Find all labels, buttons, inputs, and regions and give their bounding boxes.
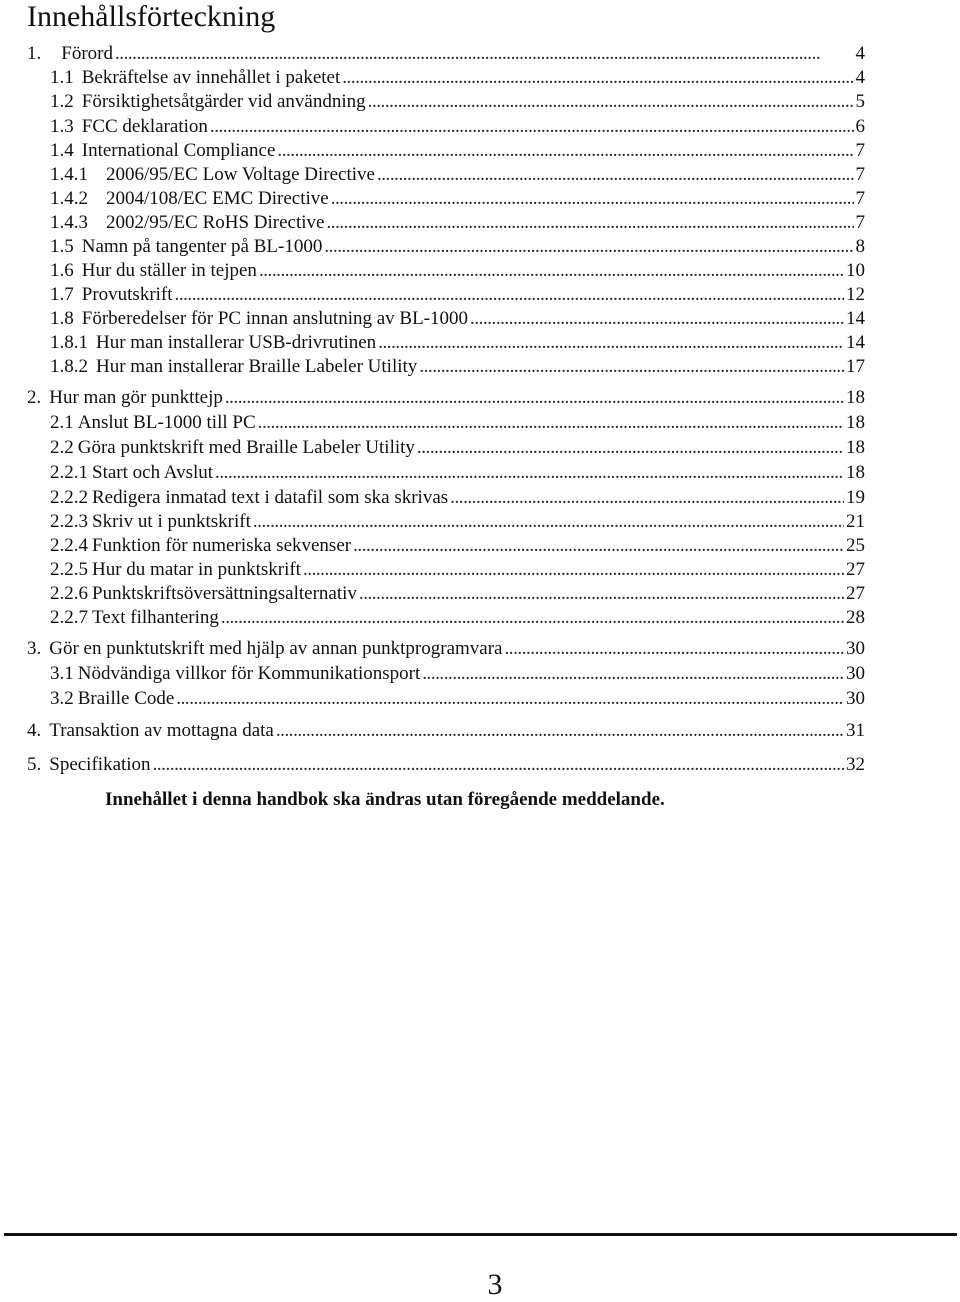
toc-entry-label: Text filhantering xyxy=(92,607,219,628)
dot-leader xyxy=(175,283,844,307)
dot-leader xyxy=(450,486,844,510)
dot-leader xyxy=(505,637,845,661)
dot-leader xyxy=(210,115,854,139)
toc-entry-number: 4. xyxy=(27,720,42,741)
toc-entry-number: 1. xyxy=(27,43,42,64)
toc-entry-number: 2.2 xyxy=(50,437,74,458)
toc-entry-label: International Compliance xyxy=(81,140,276,161)
toc-entry[interactable] xyxy=(50,662,865,686)
toc-entry-number: 2.2.2 xyxy=(50,487,88,508)
toc-entry-page: 10 xyxy=(846,260,865,281)
toc-entry-number: 1.4.1 xyxy=(50,164,88,185)
toc-entry[interactable] xyxy=(50,510,865,534)
toc-entry-label: Försiktighetsåtgärder vid användning xyxy=(81,91,366,112)
toc-entry-label: Specifikation xyxy=(49,754,151,775)
toc-entry-label: 2002/95/EC RoHS Directive xyxy=(106,212,325,233)
dot-leader xyxy=(368,90,854,114)
toc-entry-label: Redigera inmatad text i datafil som ska skrivas xyxy=(92,487,449,508)
toc-entry-number: 1.8.1 xyxy=(50,332,88,353)
dot-leader xyxy=(221,606,844,630)
page-number: 3 xyxy=(487,1268,503,1301)
toc-entry-page: 25 xyxy=(846,535,865,556)
toc-entry-label: Namn på tangenter på BL-1000 xyxy=(81,236,323,257)
toc-entry-page: 30 xyxy=(846,663,865,684)
toc-entry-page: 28 xyxy=(846,607,865,628)
toc-entry-number: 2.2.1 xyxy=(50,462,88,483)
toc-entry-page: 27 xyxy=(846,559,865,580)
toc-entry-number: 1.4.2 xyxy=(50,188,88,209)
toc-entry-page: 21 xyxy=(846,511,865,532)
toc-entry[interactable] xyxy=(50,187,865,211)
toc-entry-page: 30 xyxy=(846,638,865,659)
toc-entry-page: 6 xyxy=(855,116,865,137)
toc-entry-number: 1.7 xyxy=(50,284,74,305)
toc-entry-page: 18 xyxy=(846,387,865,408)
toc-entry-label: FCC deklaration xyxy=(81,116,208,137)
toc-entry-number: 5. xyxy=(27,754,42,775)
dot-leader xyxy=(215,461,844,485)
toc-entry-number: 2.1 xyxy=(50,412,74,433)
toc-entry-number: 1.3 xyxy=(50,116,74,137)
toc-entry-page: 7 xyxy=(855,140,865,161)
dot-leader xyxy=(115,42,854,66)
toc-entry-number: 2. xyxy=(27,387,42,408)
toc-entry-number: 1.5 xyxy=(50,236,74,257)
toc-entry-label: Transaktion av mottagna data xyxy=(49,720,274,741)
toc-entry[interactable] xyxy=(50,139,865,163)
toc-entry-number: 3.1 xyxy=(50,663,74,684)
toc-entry[interactable] xyxy=(50,307,865,331)
dot-leader xyxy=(253,510,844,534)
dot-leader xyxy=(225,386,844,410)
toc-entry[interactable] xyxy=(50,115,865,139)
toc-entry-label: Hur du matar in punktskrift xyxy=(92,559,301,580)
toc-entry-page: 8 xyxy=(855,236,865,257)
dot-leader xyxy=(353,534,844,558)
toc-entry[interactable] xyxy=(27,386,865,410)
toc-entry-label: Skriv ut i punktskrift xyxy=(92,511,251,532)
toc-entry[interactable] xyxy=(50,331,865,355)
toc-entry[interactable] xyxy=(27,637,865,661)
footer-divider xyxy=(4,1233,957,1236)
toc-entry-page: 14 xyxy=(846,332,865,353)
toc-entry-label: Hur man gör punkttejp xyxy=(49,387,223,408)
toc-entry[interactable] xyxy=(50,66,865,90)
dot-leader xyxy=(277,139,853,163)
toc-entry-number: 1.4 xyxy=(50,140,74,161)
toc-entry-number: 2.2.4 xyxy=(50,535,88,556)
toc-entry-label: Förord xyxy=(61,43,113,64)
toc-entry-number: 3. xyxy=(27,638,42,659)
toc-entry-page: 17 xyxy=(846,356,865,377)
toc-entry-label: Bekräftelse av innehållet i paketet xyxy=(81,67,341,88)
toc-entry-page: 4 xyxy=(855,67,865,88)
toc-entry-number: 1.1 xyxy=(50,67,74,88)
dot-leader xyxy=(419,355,844,379)
toc-entry[interactable] xyxy=(50,558,865,582)
toc-entry-label: Nödvändiga villkor för Kommunikationsport xyxy=(77,663,421,684)
toc-entry-label: 2004/108/EC EMC Directive xyxy=(106,188,329,209)
dot-leader xyxy=(303,558,844,582)
toc-entry[interactable] xyxy=(50,582,865,606)
dot-leader xyxy=(259,259,844,283)
toc-entry[interactable] xyxy=(27,719,865,743)
toc-entry[interactable] xyxy=(50,163,865,187)
toc-entry-page: 5 xyxy=(855,91,865,112)
dot-leader xyxy=(331,187,854,211)
dot-leader xyxy=(377,163,854,187)
toc-entry[interactable] xyxy=(50,411,865,435)
toc-entry-number: 2.2.7 xyxy=(50,607,88,628)
toc-entry-label: Funktion för numeriska sekvenser xyxy=(92,535,352,556)
toc-entry-page: 7 xyxy=(855,164,865,185)
toc-entry-page: 7 xyxy=(855,188,865,209)
toc-entry[interactable] xyxy=(50,461,865,485)
toc-entry[interactable] xyxy=(50,687,865,711)
toc-entry-label: Förberedelser för PC innan anslutning av BL-1000 xyxy=(81,308,469,329)
toc-entry[interactable] xyxy=(50,486,865,510)
toc-entry-label: 2006/95/EC Low Voltage Directive xyxy=(106,164,375,185)
dot-leader xyxy=(359,582,844,606)
dot-leader xyxy=(326,211,853,235)
toc-entry-page: 18 xyxy=(846,462,865,483)
toc-entry-label: Provutskrift xyxy=(81,284,173,305)
dot-leader xyxy=(417,436,844,460)
toc-entry-page: 27 xyxy=(846,583,865,604)
toc-entry[interactable] xyxy=(50,355,865,379)
toc-entry[interactable] xyxy=(27,753,865,777)
toc-entry[interactable] xyxy=(50,259,865,283)
toc-entry-number: 2.2.6 xyxy=(50,583,88,604)
page-title: Innehållsförteckning xyxy=(27,0,276,33)
toc-entry-label: Hur du ställer in tejpen xyxy=(81,260,257,281)
dot-leader xyxy=(342,66,853,90)
toc-entry-label: Hur man installerar Braille Labeler Utility xyxy=(96,356,418,377)
toc-entry-label: Gör en punktutskrift med hjälp av annan punktprogramvara xyxy=(49,638,503,659)
toc-entry-page: 32 xyxy=(846,754,865,775)
toc-entry-label: Punktskriftsöversättningsalternativ xyxy=(92,583,357,604)
toc-entry-page: 18 xyxy=(846,412,865,433)
dot-leader xyxy=(470,307,844,331)
disclaimer-note: Innehållet i denna handbok ska ändras utan föregående meddelande. xyxy=(105,789,665,810)
toc-entry[interactable] xyxy=(50,606,865,630)
toc-entry[interactable] xyxy=(27,42,865,66)
toc-entry[interactable] xyxy=(50,211,865,235)
toc-entry-page: 7 xyxy=(855,212,865,233)
toc-entry-label: Start och Avslut xyxy=(92,462,214,483)
dot-leader xyxy=(176,687,844,711)
toc-entry[interactable] xyxy=(50,235,865,259)
toc-entry-page: 12 xyxy=(846,284,865,305)
toc-entry-number: 3.2 xyxy=(50,688,74,709)
toc-entry-page: 30 xyxy=(846,688,865,709)
toc-entry-number: 1.4.3 xyxy=(50,212,88,233)
dot-leader xyxy=(153,753,844,777)
toc-entry-number: 1.8 xyxy=(50,308,74,329)
toc-entry-number: 1.8.2 xyxy=(50,356,88,377)
dot-leader xyxy=(324,235,853,259)
toc-entry[interactable] xyxy=(50,283,865,307)
toc-entry-label: Hur man installerar USB-drivrutinen xyxy=(96,332,377,353)
toc-entry-number: 2.2.5 xyxy=(50,559,88,580)
toc-entry-number: 2.2.3 xyxy=(50,511,88,532)
toc-entry-page: 18 xyxy=(846,437,865,458)
dot-leader xyxy=(378,331,844,355)
toc-entry-label: Anslut BL-1000 till PC xyxy=(77,412,256,433)
toc-entry-page: 4 xyxy=(855,43,865,64)
toc-entry-label: Göra punktskrift med Braille Labeler Utility xyxy=(77,437,415,458)
toc-entry-number: 1.6 xyxy=(50,260,74,281)
toc-entry[interactable] xyxy=(50,90,865,114)
toc-entry-page: 14 xyxy=(846,308,865,329)
toc-entry-page: 31 xyxy=(846,720,865,741)
dot-leader xyxy=(276,719,844,743)
toc-entry-label: Braille Code xyxy=(77,688,175,709)
dot-leader xyxy=(422,662,844,686)
toc-entry-number: 1.2 xyxy=(50,91,74,112)
toc-entry[interactable] xyxy=(50,534,865,558)
dot-leader xyxy=(258,411,844,435)
toc-entry-page: 19 xyxy=(846,487,865,508)
toc-entry[interactable] xyxy=(50,436,865,460)
